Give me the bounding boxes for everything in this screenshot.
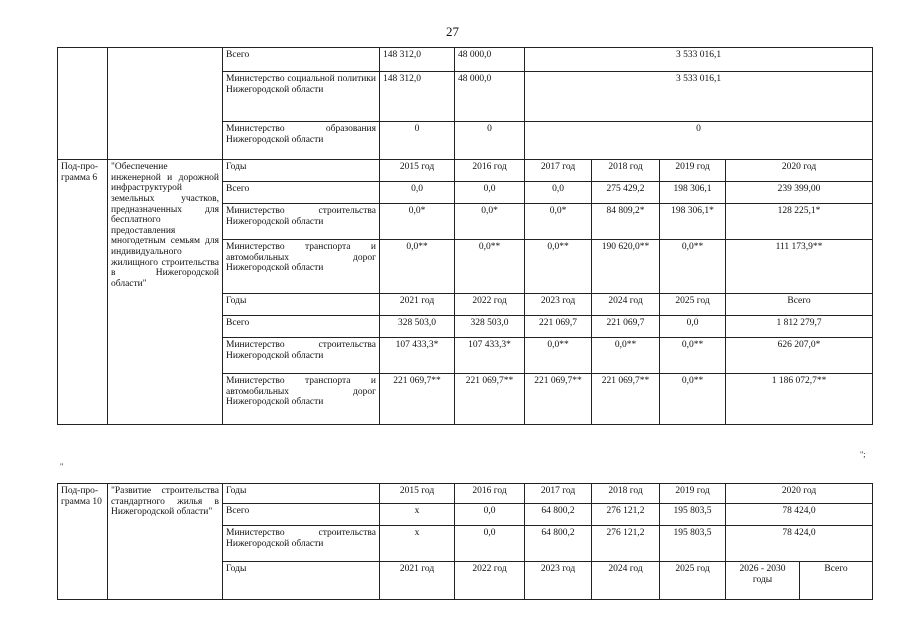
value-cell: 275 429,2 [592,182,660,204]
year-cell: 2023 год [525,562,592,600]
year-cell: 2021 год [380,562,455,600]
year-cell: 2020 год [726,484,873,504]
value-cell: 0 [380,122,455,160]
value-cell: 0,0 [380,182,455,204]
year-cell: 2022 год [455,294,525,316]
program-name: "Обеспечение инженерной и дорожной инфраструктурой земельных участков, предназначенных для бесплатного предоставления многодетным семьям для индивидуального жилищного строительства в Нижегородской области" [108,160,223,425]
value-cell: 198 306,1* [660,204,726,240]
value-cell: 64 800,2 [525,504,592,526]
value-cell: 148 312,0 [380,48,455,72]
value-cell: 0,0 [455,526,525,562]
year-cell: 2015 год [380,484,455,504]
year-cell: 2019 год [660,160,726,182]
table-row [58,160,873,182]
years-header: Годы [223,562,380,600]
year-cell: 2023 год [525,294,592,316]
value-cell: 107 433,3* [380,338,455,374]
value-cell: 0,0** [380,240,455,294]
value-cell: 221 069,7** [455,374,525,425]
row-label: Министерство строительства Нижегородской области [223,526,380,562]
value-cell: 0,0* [380,204,455,240]
program-code: Под-про-грамма 6 [58,160,108,425]
year-cell: Всего [726,294,873,316]
row-label: Министерство транспорта и автомобильных дорог Нижегородской области [223,374,380,425]
value-cell: 276 121,2 [592,504,660,526]
value-cell: 1 812 279,7 [726,316,873,338]
value-cell: 0,0** [525,338,592,374]
value-cell: 111 173,9** [726,240,873,294]
value-cell: 221 069,7** [380,374,455,425]
value-cell: 221 069,7 [592,316,660,338]
value-cell: 626 207,0* [726,338,873,374]
row-label: Министерство образования Нижегородской области [223,122,380,160]
opening-quote: " [60,462,64,471]
value-cell: 84 809,2* [592,204,660,240]
value-cell: 198 306,1 [660,182,726,204]
value-cell: 64 800,2 [525,526,592,562]
value-cell: 3 533 016,1 [525,48,873,72]
years-header: Годы [223,484,380,504]
year-cell: 2016 год [455,160,525,182]
year-cell: 2021 год [380,294,455,316]
value-cell: 0,0 [455,504,525,526]
funding-table-2 [57,483,873,600]
row-label: Министерство социальной политики Нижегородской области [223,72,380,122]
value-cell: 0,0** [660,240,726,294]
year-cell: Всего [800,562,873,600]
value-cell: 0,0 [455,182,525,204]
year-cell: 2025 год [660,562,726,600]
value-cell: 0,0** [592,338,660,374]
program-code: Под-про-грамма 10 [58,484,108,600]
program-name: "Развитие строительства стандартного жилья в Нижегородской области" [108,484,223,600]
value-cell: 221 069,7** [592,374,660,425]
value-cell: 0,0** [660,374,726,425]
year-cell: 2025 год [660,294,726,316]
value-cell: 78 424,0 [726,526,873,562]
row-label: Всего [223,316,380,338]
value-cell: 48 000,0 [455,48,525,72]
row-label: Министерство строительства Нижегородской области [223,204,380,240]
value-cell: x [380,504,455,526]
value-cell: 107 433,3* [455,338,525,374]
value-cell: 0,0 [660,316,726,338]
value-cell: 0,0** [525,240,592,294]
year-cell: 2026 - 2030 годы [726,562,800,600]
value-cell: 221 069,7** [525,374,592,425]
year-cell: 2022 год [455,562,525,600]
value-cell: 3 533 016,1 [525,72,873,122]
year-cell: 2016 год [455,484,525,504]
value-cell: 328 503,0 [380,316,455,338]
table-row [58,484,873,504]
value-cell: 239 399,00 [726,182,873,204]
year-cell: 2019 год [660,484,726,504]
year-cell: 2020 год [726,160,873,182]
value-cell: 195 803,5 [660,504,726,526]
row-label: Министерство строительства Нижегородской области [223,338,380,374]
value-cell: 0,0* [525,204,592,240]
value-cell: 276 121,2 [592,526,660,562]
value-cell: 78 424,0 [726,504,873,526]
years-header: Годы [223,294,380,316]
value-cell: 48 000,0 [455,72,525,122]
empty-cell [58,48,108,160]
year-cell: 2017 год [525,484,592,504]
year-cell: 2024 год [592,562,660,600]
value-cell: 0 [525,122,873,160]
row-label: Всего [223,182,380,204]
value-cell: 1 186 072,7** [726,374,873,425]
value-cell: 128 225,1* [726,204,873,240]
year-cell: 2018 год [592,160,660,182]
value-cell: 0,0* [455,204,525,240]
value-cell: 0,0** [455,240,525,294]
empty-cell [108,48,223,160]
value-cell: 328 503,0 [455,316,525,338]
funding-table-1 [57,47,873,425]
page-number: 27 [446,24,459,39]
row-label: Всего [223,48,380,72]
value-cell: 0,0** [660,338,726,374]
years-header: Годы [223,160,380,182]
value-cell: 221 069,7 [525,316,592,338]
value-cell: 190 620,0** [592,240,660,294]
year-cell: 2015 год [380,160,455,182]
year-cell: 2018 год [592,484,660,504]
year-cell: 2017 год [525,160,592,182]
value-cell: 195 803,5 [660,526,726,562]
value-cell: 0,0 [525,182,592,204]
value-cell: 148 312,0 [380,72,455,122]
row-label: Министерство транспорта и автомобильных дорог Нижегородской области [223,240,380,294]
value-cell: 0 [455,122,525,160]
row-label: Всего [223,504,380,526]
year-cell: 2024 год [592,294,660,316]
value-cell: x [380,526,455,562]
table-row [58,48,873,72]
closing-quote: "; [860,450,866,459]
